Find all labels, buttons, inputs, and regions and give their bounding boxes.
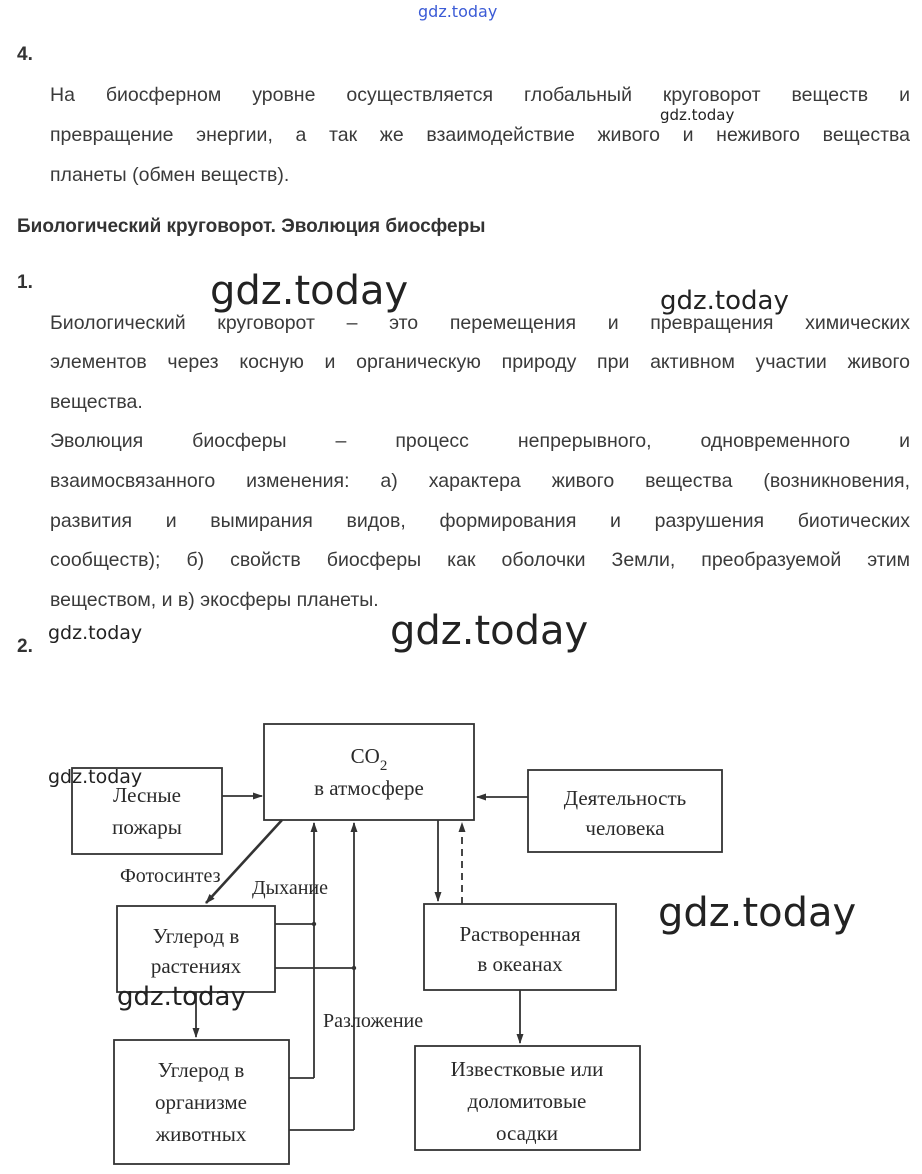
watermark-medium-2: gdz.today [117, 982, 246, 1012]
co2-label: $CO_2$ [350, 744, 388, 774]
watermark-medium-1: gdz.today [660, 286, 789, 316]
junction-dot-2 [352, 966, 356, 970]
plants-label-2: растениях [150, 954, 242, 978]
section-1-line-5: взаимосвязанного изменения: а) характера живого вещества (возникновения, [50, 470, 910, 492]
watermark-small-3: gdz.today [48, 766, 143, 788]
watermark-top: gdz.today [418, 2, 498, 21]
fires-label-2: пожары [112, 815, 182, 839]
decomposition-label: Разложение [323, 1010, 424, 1032]
section-1-line-6: развития и вымирания видов, формирования и разрушения биотических [50, 510, 910, 532]
human-label-2: человека [585, 816, 665, 840]
fires-label-1: Лесные [113, 783, 181, 807]
watermark-large-1: gdz.today [210, 268, 409, 314]
section-4-number: 4. [17, 44, 33, 65]
watermark-large-2: gdz.today [390, 608, 589, 654]
photosynthesis-label: Фотосинтез [120, 865, 221, 887]
co2-atmosphere-label: в атмосфере [314, 776, 424, 800]
junction-dot-1 [312, 922, 316, 926]
watermark-large-3: gdz.today [658, 890, 857, 936]
section-1-line-4: Эволюция биосферы – процесс непрерывного, одновременного и [50, 430, 910, 452]
box-carbon-plants [117, 906, 275, 992]
plants-label-1: Углерод в [152, 924, 240, 948]
box-dissolved-ocean [424, 904, 616, 990]
watermark-small-1: gdz.today [660, 106, 735, 124]
sediment-label-3: осадки [495, 1121, 559, 1145]
animals-label-1: Углерод в [157, 1058, 245, 1082]
section-heading: Биологический круговорот. Эволюция биосферы [17, 216, 486, 237]
animals-label-2: организме [154, 1090, 248, 1114]
ocean-label-1: Растворенная [459, 922, 581, 946]
section-2-number: 2. [17, 636, 33, 657]
section-4-line-2: превращение энергии, а так же взаимодействие живого и неживого вещества [50, 124, 910, 146]
section-4-line-3: планеты (обмен веществ). [50, 164, 290, 186]
watermark-small-2: gdz.today [48, 622, 143, 644]
section-1-line-8: веществом, и в) экосферы планеты. [50, 589, 379, 611]
section-1-line-3: вещества. [50, 391, 143, 413]
section-1-line-7: сообществ); б) свойств биосферы как оболочки Земли, преобразуемой этим [50, 549, 910, 571]
section-1-line-1: Биологический круговорот – это перемещения и превращения химических [50, 312, 910, 334]
animals-label-3: животных [155, 1122, 247, 1146]
respiration-label: Дыхание [252, 877, 328, 899]
ocean-label-2: в океанах [477, 952, 563, 976]
sediment-label-2: доломитовые [467, 1089, 587, 1113]
sediment-label-1: Известковые или [450, 1057, 604, 1081]
box-co2-atmosphere [264, 724, 474, 820]
section-1-line-2: элементов через косную и органическую природу при активном участии живого [50, 351, 910, 373]
section-1-number: 1. [17, 272, 33, 293]
section-4-line-1: На биосферном уровне осуществляется глобальный круговорот веществ и [50, 84, 910, 106]
human-label-1: Деятельность [563, 786, 687, 810]
